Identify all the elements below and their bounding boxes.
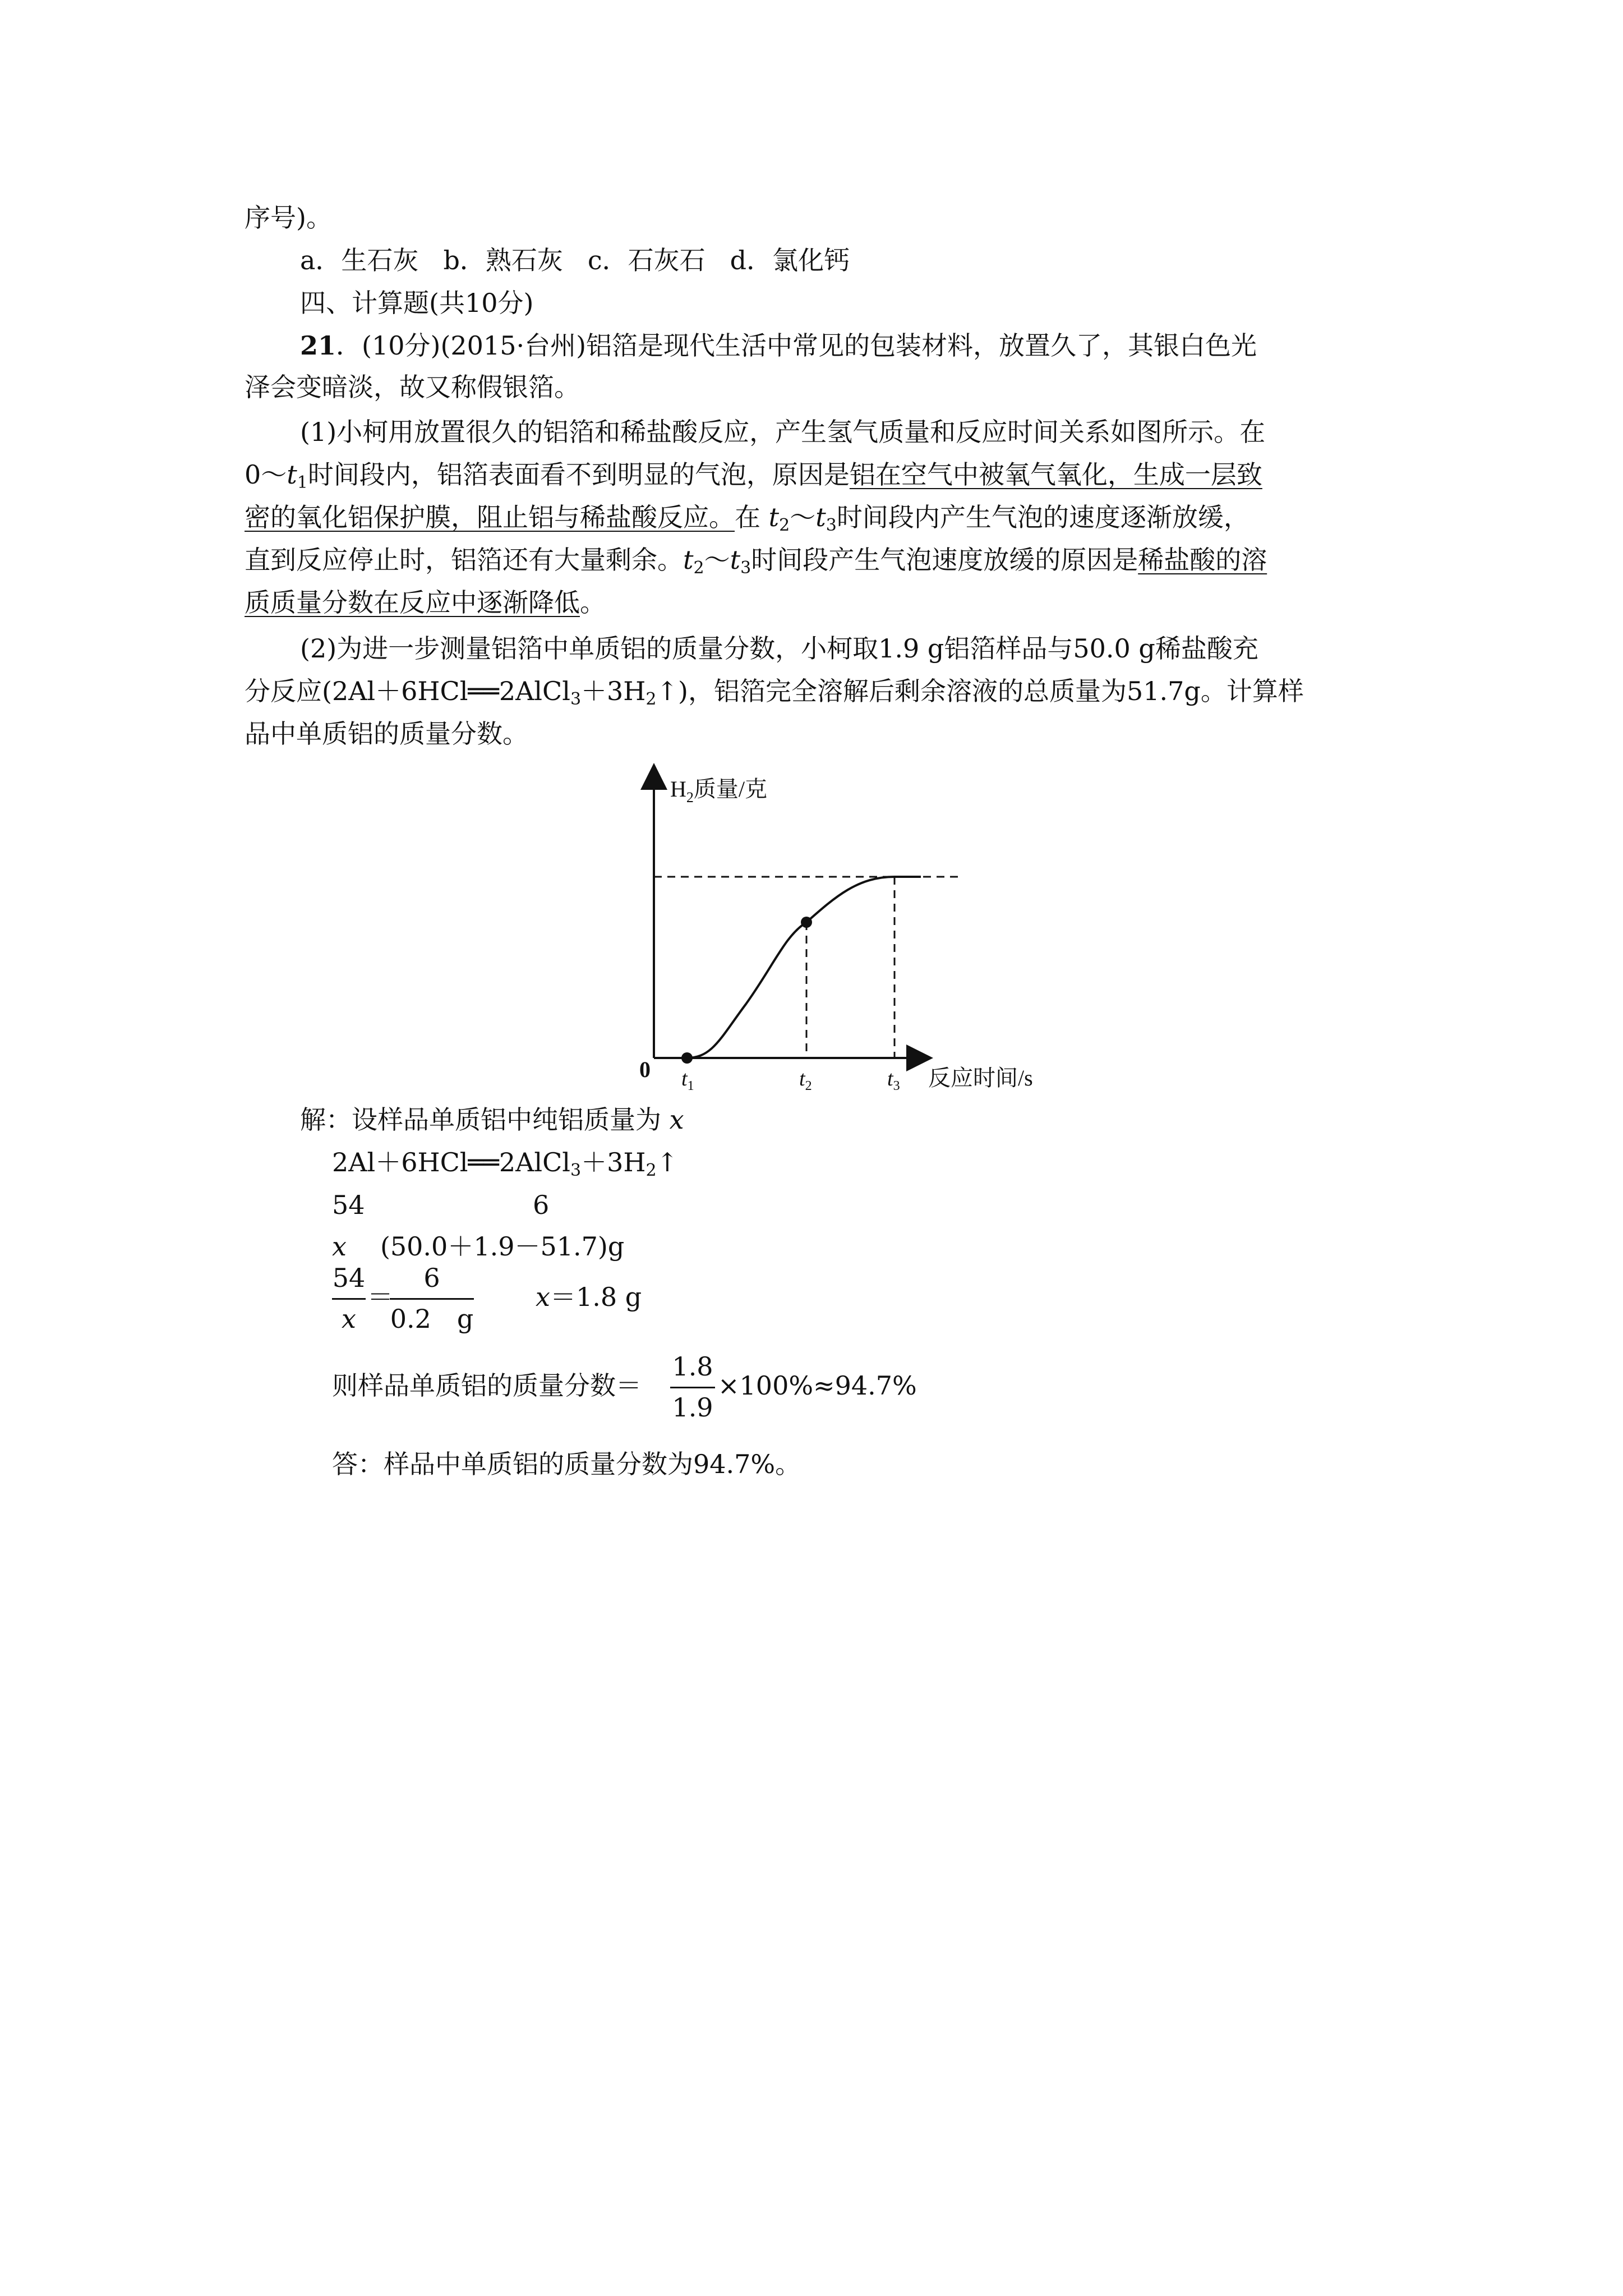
option-c: c．石灰石	[587, 245, 706, 275]
part1-line1: (1)小柯用放置很久的铝箔和稀盐酸反应，产生氢气质量和反应时间关系如图所示。在	[300, 417, 1266, 447]
part1-line3: 密的氧化铝保护膜，阻止铝与稀盐酸反应。在 $t_2\sim t_3$时间段内产生气泡的速度逐渐放缓，	[245, 502, 1249, 535]
solution-known-line: x (50.0＋1.9－51.7)g	[332, 1231, 625, 1262]
part2-line3: 品中单质铝的质量分数。	[245, 719, 528, 749]
part2-line2: 分反应$(2Al+6HCl══2AlCl_3+3H_2↑)$，铝箔完全溶解后剩余溶液的总质量为51.7g。计算样	[245, 676, 1304, 709]
y-axis-label: $H_2$质量/克	[670, 776, 768, 806]
solution-result: x＝1.8 g	[536, 1282, 642, 1312]
question-21-intro-2: 泽会变暗淡，故又称假银箔。	[245, 372, 580, 402]
option-d: d．氯化钙	[730, 245, 850, 275]
part1-line2: $0\sim t_1$时间段内，铝箔表面看不到明显的气泡，原因是铝在空气中被氧气氧化，生成一层致	[245, 459, 1262, 493]
question-number: 21	[300, 330, 336, 361]
mass-fraction-result: ×100%≈94.7%	[718, 1370, 917, 1401]
h2-curve	[654, 877, 921, 1058]
h2-mass-chart	[606, 757, 1088, 1094]
tick-t2: $t_2$	[799, 1067, 812, 1093]
final-answer: 答：样品中单质铝的质量分数为94.7%。	[332, 1449, 801, 1479]
solution-line1: 解：设样品单质铝中纯铝质量为 x	[300, 1105, 684, 1135]
equals-sign: ＝	[367, 1282, 393, 1312]
mass-fraction-label: 则样品单质铝的质量分数＝	[332, 1370, 642, 1401]
fraction-54-over-x: 54 x	[332, 1263, 366, 1334]
option-b: b．熟石灰	[443, 245, 563, 275]
answer-blank-1: 铝在空气中被氧气氧化，生成一层致	[849, 459, 1262, 490]
fraction-1.8-over-1.9: 1.8 1.9	[670, 1350, 715, 1424]
option-list	[300, 243, 850, 277]
answer-blank-2-cont: 质质量分数在反应中逐渐降低	[245, 587, 580, 618]
answer-blank-1-cont: 密的氧化铝保护膜，阻止铝与稀盐酸反应。	[245, 502, 735, 532]
point-t2	[801, 917, 812, 928]
solution-equation: $2Al+6HCl══2AlCl_3+3H_2↑$	[332, 1147, 679, 1180]
tick-t1: $t_1$	[681, 1067, 694, 1093]
part2-line1: (2)为进一步测量铝箔中单质铝的质量分数，小柯取1.9 g铝箔样品与50.0 g稀盐酸充	[300, 633, 1258, 664]
answer-blank-2: 稀盐酸的溶	[1138, 545, 1267, 575]
point-t1	[681, 1052, 693, 1064]
origin-label: 0	[639, 1057, 651, 1082]
continuation-line: 序号)。	[245, 203, 332, 233]
solution-ratio-line: 54	[332, 1190, 365, 1220]
x-axis-label: 反应时间/s	[928, 1065, 1033, 1091]
fraction-6-over-0.2g: 6 0.2 g	[390, 1263, 474, 1334]
solution-ratio-6: 6	[533, 1190, 550, 1220]
section-heading: 四、计算题(共10分)	[300, 288, 534, 318]
part1-line4: 直到反应停止时，铝箔还有大量剩余。$t_2\sim t_3$时间段产生气泡速度放缓的原因是稀盐酸的溶	[245, 545, 1267, 578]
tick-t3: $t_3$	[887, 1067, 900, 1093]
part1-line5: 质质量分数在反应中逐渐降低。	[245, 587, 606, 618]
question-21-intro: 21．(10分)(2015·台州)铝箔是现代生活中常见的包装材料，放置久了，其银白色光	[300, 330, 1257, 361]
option-a: a．生石灰	[300, 245, 419, 275]
